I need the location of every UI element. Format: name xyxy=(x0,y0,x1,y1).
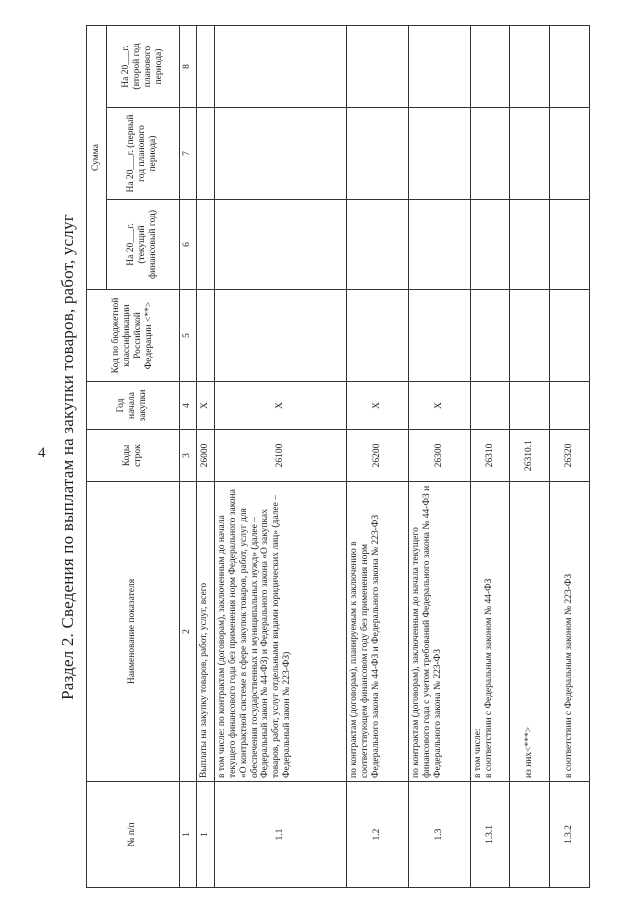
header-sum-current: На 20___г. (текущий финансовый год) xyxy=(106,200,179,290)
table-row xyxy=(550,25,590,887)
header-sum-second: На 20___г. (второй год планового периода) xyxy=(106,25,179,107)
row-kbk xyxy=(408,290,470,382)
row-sum-first xyxy=(550,108,590,200)
row-sum-first xyxy=(214,108,346,200)
row-year xyxy=(510,382,550,430)
row-sum-first xyxy=(470,108,510,200)
row-kbk xyxy=(510,290,550,382)
row-sum-second xyxy=(214,25,346,107)
row-num: 1.3.2 xyxy=(550,782,590,888)
row-year xyxy=(470,382,510,430)
row-sum-first xyxy=(408,108,470,200)
procurement-payments-table xyxy=(86,25,590,888)
page-number: 4 xyxy=(38,445,46,461)
row-sum-current xyxy=(510,200,550,290)
row-sum-first xyxy=(347,108,409,200)
row-name: в том числе: по контрактам (договорам), заключенным до начала текущего финансового года без применения норм Федерального закона «О контрактной системе в сфере закупок товаров, работ, услуг для обеспечения государственных и муниципальных нужд» (далее – Федеральный закон № 44-ФЗ) и Федерального закона «О закупках товаров, работ, услуг отдельными видами юридических лиц» (далее – Федеральный закон № 223-ФЗ) xyxy=(214,482,346,782)
row-year: X xyxy=(197,382,215,430)
row-sum-second xyxy=(470,25,510,107)
table-row xyxy=(510,25,550,887)
row-kbk xyxy=(470,290,510,382)
row-num: 1.2 xyxy=(347,782,409,888)
row-sum-first xyxy=(197,108,215,200)
col-number: 4 xyxy=(179,382,197,430)
row-sum-current xyxy=(470,200,510,290)
col-number: 2 xyxy=(179,482,197,782)
col-number: 5 xyxy=(179,290,197,382)
row-code: 26300 xyxy=(408,430,470,482)
row-name: Выплаты на закупку товаров, работ, услуг, всего xyxy=(197,482,215,782)
row-kbk xyxy=(214,290,346,382)
row-code: 26100 xyxy=(214,430,346,482)
row-num: 1.1 xyxy=(214,782,346,888)
row-code: 26320 xyxy=(550,430,590,482)
row-sum-second xyxy=(550,25,590,107)
row-sum-current xyxy=(214,200,346,290)
col-number: 3 xyxy=(179,430,197,482)
table-row xyxy=(197,25,215,887)
rotated-page-content xyxy=(58,26,590,888)
row-kbk xyxy=(197,290,215,382)
row-code: 26200 xyxy=(347,430,409,482)
row-name: по контрактам (договорам), планируемым к заключению в соответствующем финансовом году без применения норм Федерального закона № 44-ФЗ и Федерального закона № 223-ФЗ xyxy=(347,482,409,782)
row-name: в соответствии с Федеральным законом № 223-ФЗ xyxy=(550,482,590,782)
row-sum-current xyxy=(197,200,215,290)
col-number: 1 xyxy=(179,782,197,888)
row-sum-current xyxy=(550,200,590,290)
col-number: 8 xyxy=(179,25,197,107)
row-sum-second xyxy=(347,25,409,107)
table-row xyxy=(408,25,470,887)
row-year: X xyxy=(214,382,346,430)
row-sum-current xyxy=(347,200,409,290)
column-numbers-row xyxy=(179,25,197,887)
header-sum: Сумма xyxy=(87,25,107,289)
row-sum-second xyxy=(510,25,550,107)
row-sum-second xyxy=(408,25,470,107)
header-name: Наименование показателя xyxy=(87,482,180,782)
header-row-1 xyxy=(87,25,107,887)
header-year: Год начала закупки xyxy=(87,382,180,430)
row-num: 1.3.1 xyxy=(470,782,510,888)
row-code: 26310.1 xyxy=(510,430,550,482)
row-year: X xyxy=(347,382,409,430)
row-name: из них<***> xyxy=(510,482,550,782)
row-sum-first xyxy=(510,108,550,200)
header-num: № п/п xyxy=(87,782,180,888)
table-row xyxy=(347,25,409,887)
row-kbk xyxy=(347,290,409,382)
row-name-main: в соответствии с Федеральным законом № 44-ФЗ xyxy=(483,578,494,778)
table-row xyxy=(214,25,346,887)
row-name-prefix: в том числе: xyxy=(472,728,483,778)
header-kbk: Код по бюджетной классификации Российской Федерации <**> xyxy=(87,290,180,382)
row-kbk xyxy=(550,290,590,382)
row-year: X xyxy=(408,382,470,430)
row-name: по контрактам (договорам), заключенным до начала текущего финансового года с учетом требований Федерального закона № 44-ФЗ и Федерального закона № 223-ФЗ xyxy=(408,482,470,782)
row-sum-current xyxy=(408,200,470,290)
table-row xyxy=(470,25,510,887)
col-number: 7 xyxy=(179,108,197,200)
row-year xyxy=(550,382,590,430)
row-num: 1 xyxy=(197,782,215,888)
row-num xyxy=(510,782,550,888)
header-sum-first: На 20___г. (первый год планового периода) xyxy=(106,108,179,200)
row-sum-second xyxy=(197,25,215,107)
row-code: 26310 xyxy=(470,430,510,482)
row-num: 1.3 xyxy=(408,782,470,888)
header-code: Коды строк xyxy=(87,430,180,482)
row-name xyxy=(470,482,510,782)
section-title: Раздел 2. Сведения по выплатам на закупки товаров, работ, услуг xyxy=(58,214,77,700)
col-number: 6 xyxy=(179,200,197,290)
row-code: 26000 xyxy=(197,430,215,482)
